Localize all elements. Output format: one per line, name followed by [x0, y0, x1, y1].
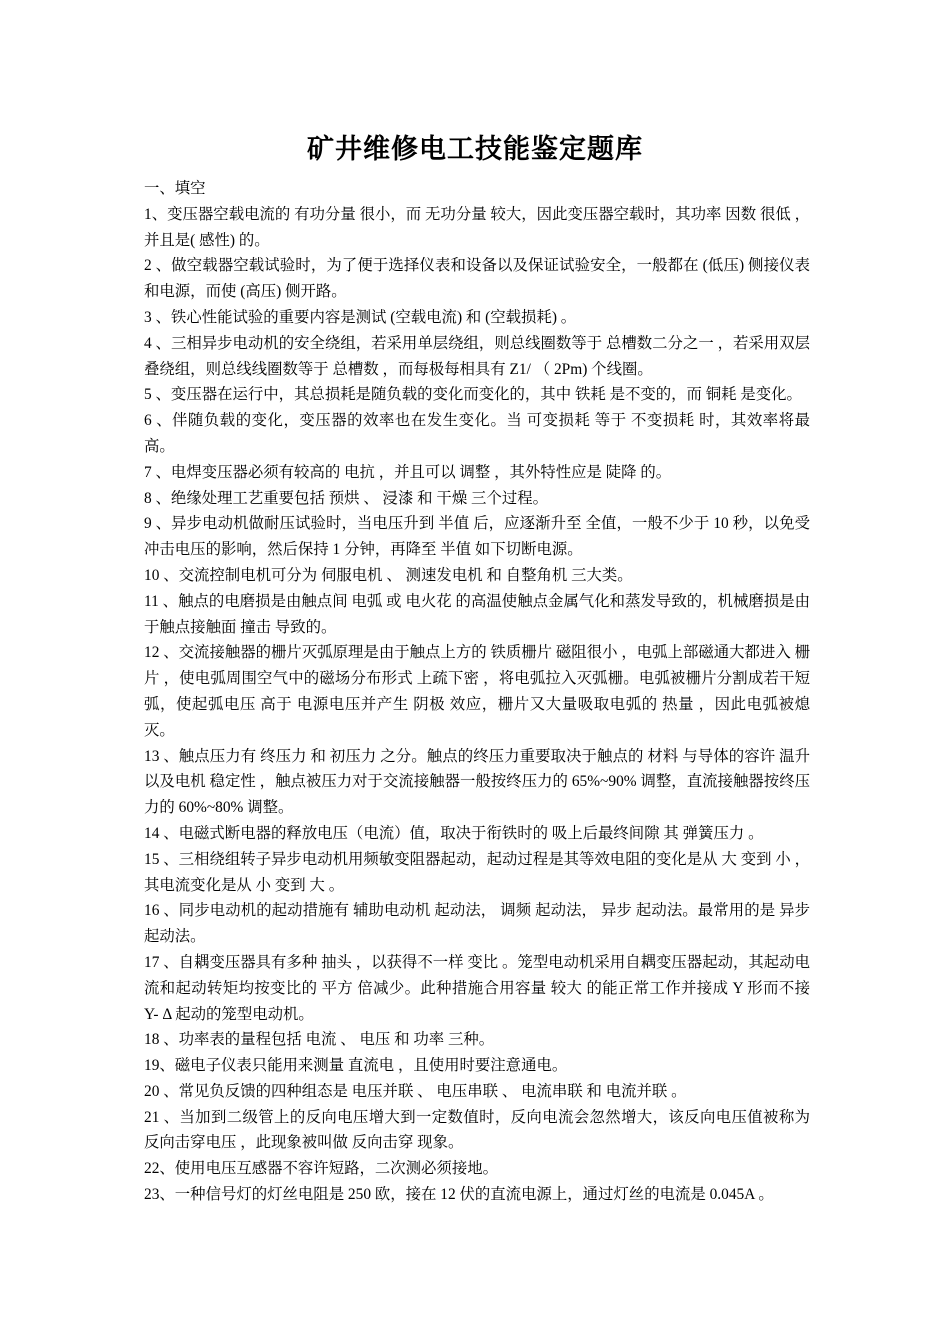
question-item: 10 、交流控制电机可分为 伺服电机 、 测速发电机 和 自整角机 三大类。 — [144, 566, 633, 584]
question-item: 21 、当加到二级管上的反向电压增大到一定数值时，反向电流会忽然增大，该反向电压值被称为 反向击穿电压 ，此现象被叫做 反向击穿 现象。 — [144, 1108, 810, 1152]
question-item: 6 、伴随负载的变化，变压器的效率也在发生变化。当 可变损耗 等于 不变损耗 时，其效率将最高。 — [144, 412, 810, 455]
document-body — [144, 176, 810, 1208]
question-item: 7 、电焊变压器必须有较高的 电抗 ，并且可以 调整 ，其外特性应是 陡降 的。 — [144, 463, 672, 481]
question-item: 20 、常见负反馈的四种组态是 电压并联 、 电压串联 、 电流串联 和 电流并联 。 — [144, 1082, 687, 1100]
question-item: 15 、三相绕组转子异步电动机用频敏变阻器起动，起动过程是其等效电阻的变化是从 大 变到 小 ，其电流变化是从 小 变到 大 。 — [144, 850, 810, 894]
document-title: 矿井维修电工技能鉴定题库 — [307, 134, 643, 165]
question-item: 14 、电磁式断电器的释放电压（电流）值，取决于衔铁时的 吸上后最终间隙 其 弹簧压力 。 — [144, 824, 764, 842]
question-item: 12 、交流接触器的栅片灭弧原理是由于触点上方的 铁质栅片 磁阻很小 ，电弧上部磁通大都进入 栅片 ，使电弧周围空气中的磁场分布形式 上疏下密 ，将电弧拉入灭弧栅。电弧被栅片分割成若干短弧，使起弧电压 高于 电源电压并产生 阴极 效应，栅片又大量吸取电弧的 热量 ，因此电弧被熄灭。 — [144, 644, 810, 739]
question-item: 16 、同步电动机的起动措施有 辅助电动机 起动法， 调频 起动法， 异步 起动法。最常用的是 异步 起动法。 — [144, 902, 810, 946]
section-heading: 一、填空 — [144, 180, 206, 197]
question-item: 17 、自耦变压器具有多种 抽头 ，以获得不一样 变比 。笼型电动机采用自耦变压器起动，其起动电流和起动转矩均按变比的 平方 倍减少。此种措施合用容量 较大 的能正常工作并接成 Y 形而不接 Y- Δ 起动的笼型电动机。 — [144, 953, 810, 1023]
question-item: 9 、异步电动机做耐压试验时，当电压升到 半值 后，应逐渐升至 全值，一般不少于 10 秒，以免受冲击电压的影响，然后保持 1 分钟，再降至 半值 如下切断电源。 — [144, 515, 810, 559]
question-item: 22、使用电压互感器不容许短路，二次测必须接地。 — [144, 1160, 498, 1178]
question-item: 11 、触点的电磨损是由触点间 电弧 或 电火花 的高温使触点金属气化和蒸发导致的，机械磨损是由于触点接触面 撞击 导致的。 — [144, 592, 810, 636]
question-item: 4 、三相异步电动机的安全绕组，若采用单层绕组，则总线圈数等于 总槽数二分之一 ，若采用双层叠绕组，则总线线圈数等于 总槽数 ，而每极每相具有 Z1/ （ 2Pm) 个线圈。 — [144, 334, 810, 378]
question-item: 2 、做空载器空载试验时，为了便于选择仪表和设备以及保证试验安全，一般都在 (低压) 侧接仪表和电源，而使 (高压) 侧开路。 — [144, 257, 810, 301]
question-item: 3 、铁心性能试验的重要内容是测试 (空载电流) 和 (空载损耗) 。 — [144, 308, 577, 326]
question-item: 19、磁电子仪表只能用来测量 直流电 ，且使用时要注意通电。 — [144, 1057, 568, 1075]
question-item: 5 、变压器在运行中，其总损耗是随负载的变化而变化的，其中 铁耗 是不变的，而 铜耗 是变化。 — [144, 386, 802, 404]
question-item: 13 、触点压力有 终压力 和 初压力 之分。触点的终压力重要取决于触点的 材料 与导体的容许 温升 以及电机 稳定性 ，触点被压力对于交流接触器一般按终压力的 65%~90% 调整，直流接触器按终压力的 60%~80% 调整。 — [144, 747, 810, 817]
question-item: 18 、功率表的量程包括 电流 、 电压 和 功率 三种。 — [144, 1031, 495, 1049]
question-item: 23、一种信号灯的灯丝电阻是 250 欧，接在 12 伏的直流电源上，通过灯丝的电流是 0.045A 。 — [144, 1186, 774, 1204]
question-item: 8 、绝缘处理工艺重要包括 预烘 、 浸漆 和 干燥 三个过程。 — [144, 489, 549, 507]
question-item: 1、变压器空载电流的 有功分量 很小，而 无功分量 较大，因此变压器空载时，其功率 因数 很低 ，并且是( 感性) 的。 — [144, 205, 810, 249]
